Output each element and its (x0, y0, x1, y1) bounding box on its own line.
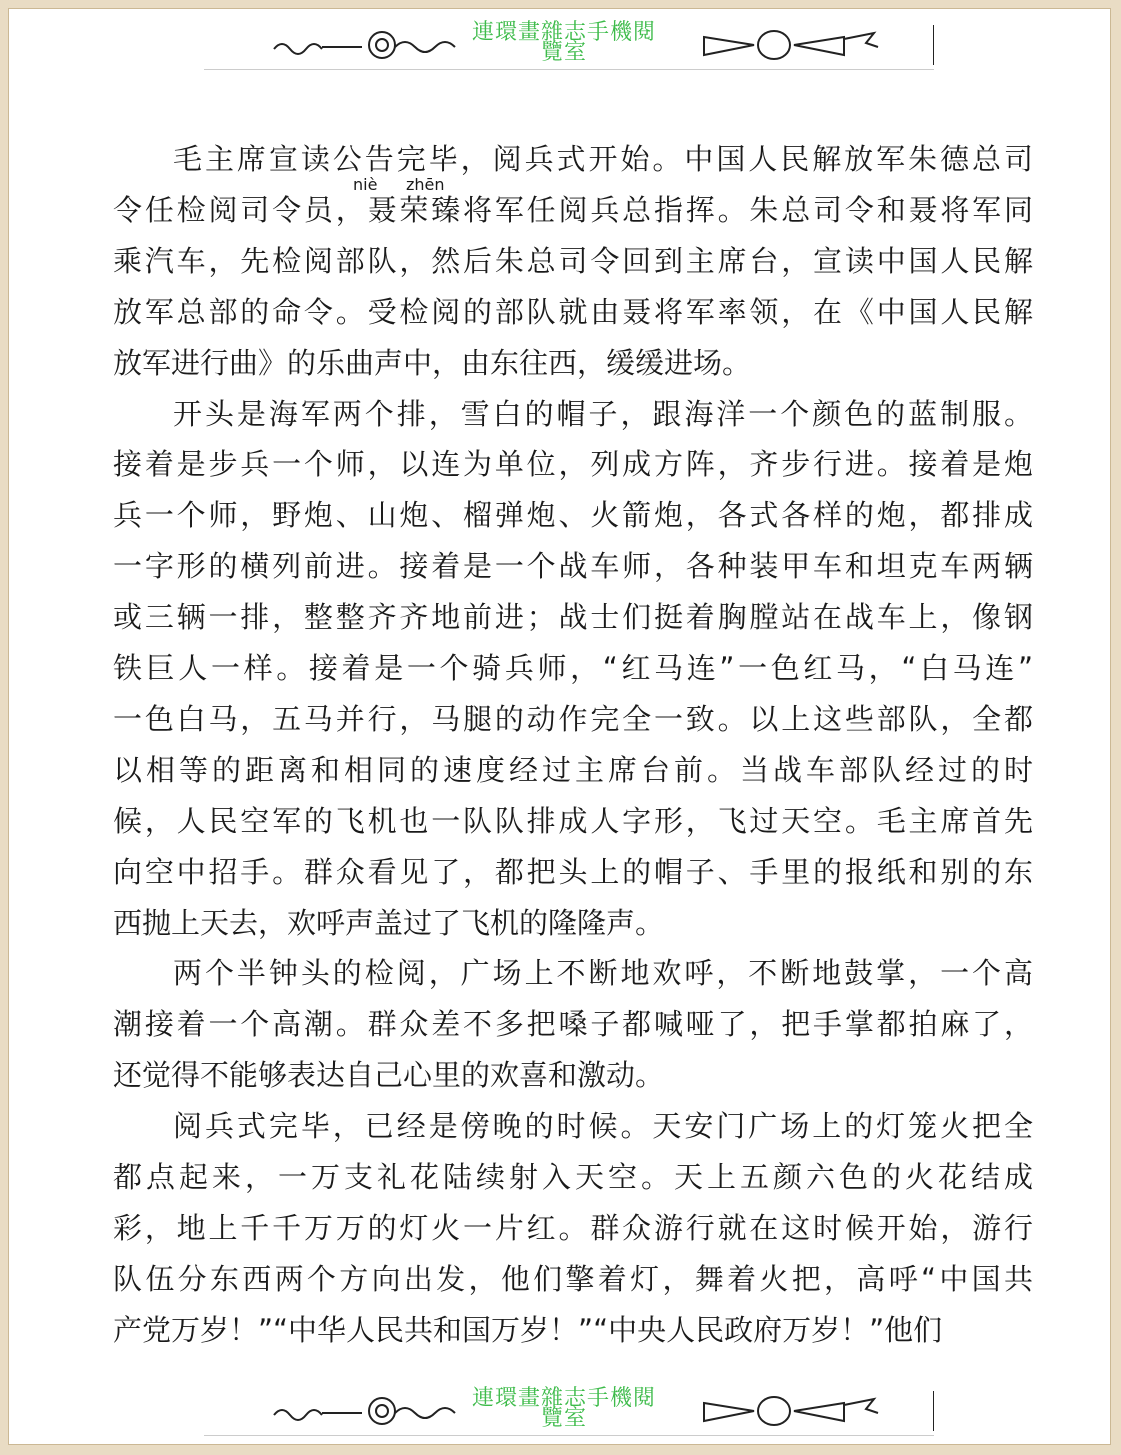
text-line: 产党万岁！”“中华人民共和国万岁！”“中央人民政府万岁！”他们 (113, 1312, 943, 1347)
text-line: 开头是海军两个排，雪白的帽子，跟海洋一个颜色的蓝制服。 (173, 396, 1033, 431)
document-page (8, 8, 1111, 1445)
text-line: 队伍分东西两个方向出发，他们擎着灯，舞着火把，高呼“中国共 (113, 1261, 1033, 1296)
header-banner (204, 21, 934, 70)
text-line: 都点起来，一万支礼花陆续射入天空。天上五颜六色的火花结成 (113, 1160, 1033, 1194)
pinyin-zhen: zhēn (406, 175, 445, 194)
watermark-line1: 連環畫雜志手機閱 (471, 1386, 656, 1411)
watermark-line2: 覽室 (540, 40, 587, 65)
watermark-line2: 覽室 (540, 1406, 587, 1431)
divider (933, 25, 934, 65)
text-line: 接着是步兵一个师，以连为单位，列成方阵，齐步行进。接着是炮 (113, 447, 1033, 482)
text-line: 阅兵式完毕，已经是傍晚的时候。天安门广场上的灯笼火把全 (173, 1109, 1033, 1144)
watermark-text (394, 1386, 734, 1431)
text-line: 兵一个师，野炮、山炮、榴弹炮、火箭炮，各式各样的炮，都排成 (113, 498, 1033, 533)
text-line: 毛主席宣读公告完毕，阅兵式开始。中国人民解放军朱德总司 (173, 142, 1033, 176)
text-line: 一字形的横列前进。接着是一个战车师，各种装甲车和坦克车两辆 (113, 549, 1033, 584)
watermark-line1: 連環畫雜志手機閱 (471, 20, 656, 45)
text-line: 一色白马，五马并行，马腿的动作完全一致。以上这些部队，全都 (113, 701, 1033, 736)
text-line: 潮接着一个高潮。群众差不多把嗓子都喊哑了，把手掌都拍麻了， (113, 1007, 1033, 1042)
text-line: 彩，地上千千万万的灯火一片红。群众游行就在这时候开始，游行 (113, 1210, 1033, 1245)
text-line: 令任检阅司令员，聂荣臻将军任阅兵总指挥。朱总司令和聂将军同 (113, 192, 1033, 227)
text-line: 向空中招手。群众看见了，都把头上的帽子、手里的报纸和别的东 (113, 854, 1033, 889)
text-line: 还觉得不能够表达自己心里的欢喜和激动。 (113, 1058, 665, 1093)
text-line: 两个半钟头的检阅，广场上不断地欢呼，不断地鼓掌，一个高 (173, 956, 1033, 991)
text-line: 以相等的距离和相同的速度经过主席台前。当战车部队经过的时 (113, 752, 1033, 787)
text-line: 放军总部的命令。受检阅的部队就由聂将军率领，在《中国人民解 (113, 294, 1033, 329)
divider (933, 1391, 934, 1431)
text-line: 候，人民空军的飞机也一队队排成人字形，飞过天空。毛主席首先 (113, 803, 1033, 838)
text-line: 放军进行曲》的乐曲声中，由东往西，缓缓进场。 (113, 345, 752, 380)
watermark-text (394, 20, 734, 65)
text-line: 乘汽车，先检阅部队，然后朱总司令回到主席台，宣读中国人民解 (113, 243, 1033, 278)
text-line: 西抛上天去，欢呼声盖过了飞机的隆隆声。 (113, 905, 665, 940)
text-line: 铁巨人一样。接着是一个骑兵师，“红马连”一色红马，“白马连” (113, 651, 1033, 685)
footer-banner (204, 1387, 934, 1436)
pinyin-nie: niè (353, 175, 378, 194)
text-line: 或三辆一排，整整齐齐地前进；战士们挺着胸膛站在战车上，像钢 (113, 600, 1033, 635)
